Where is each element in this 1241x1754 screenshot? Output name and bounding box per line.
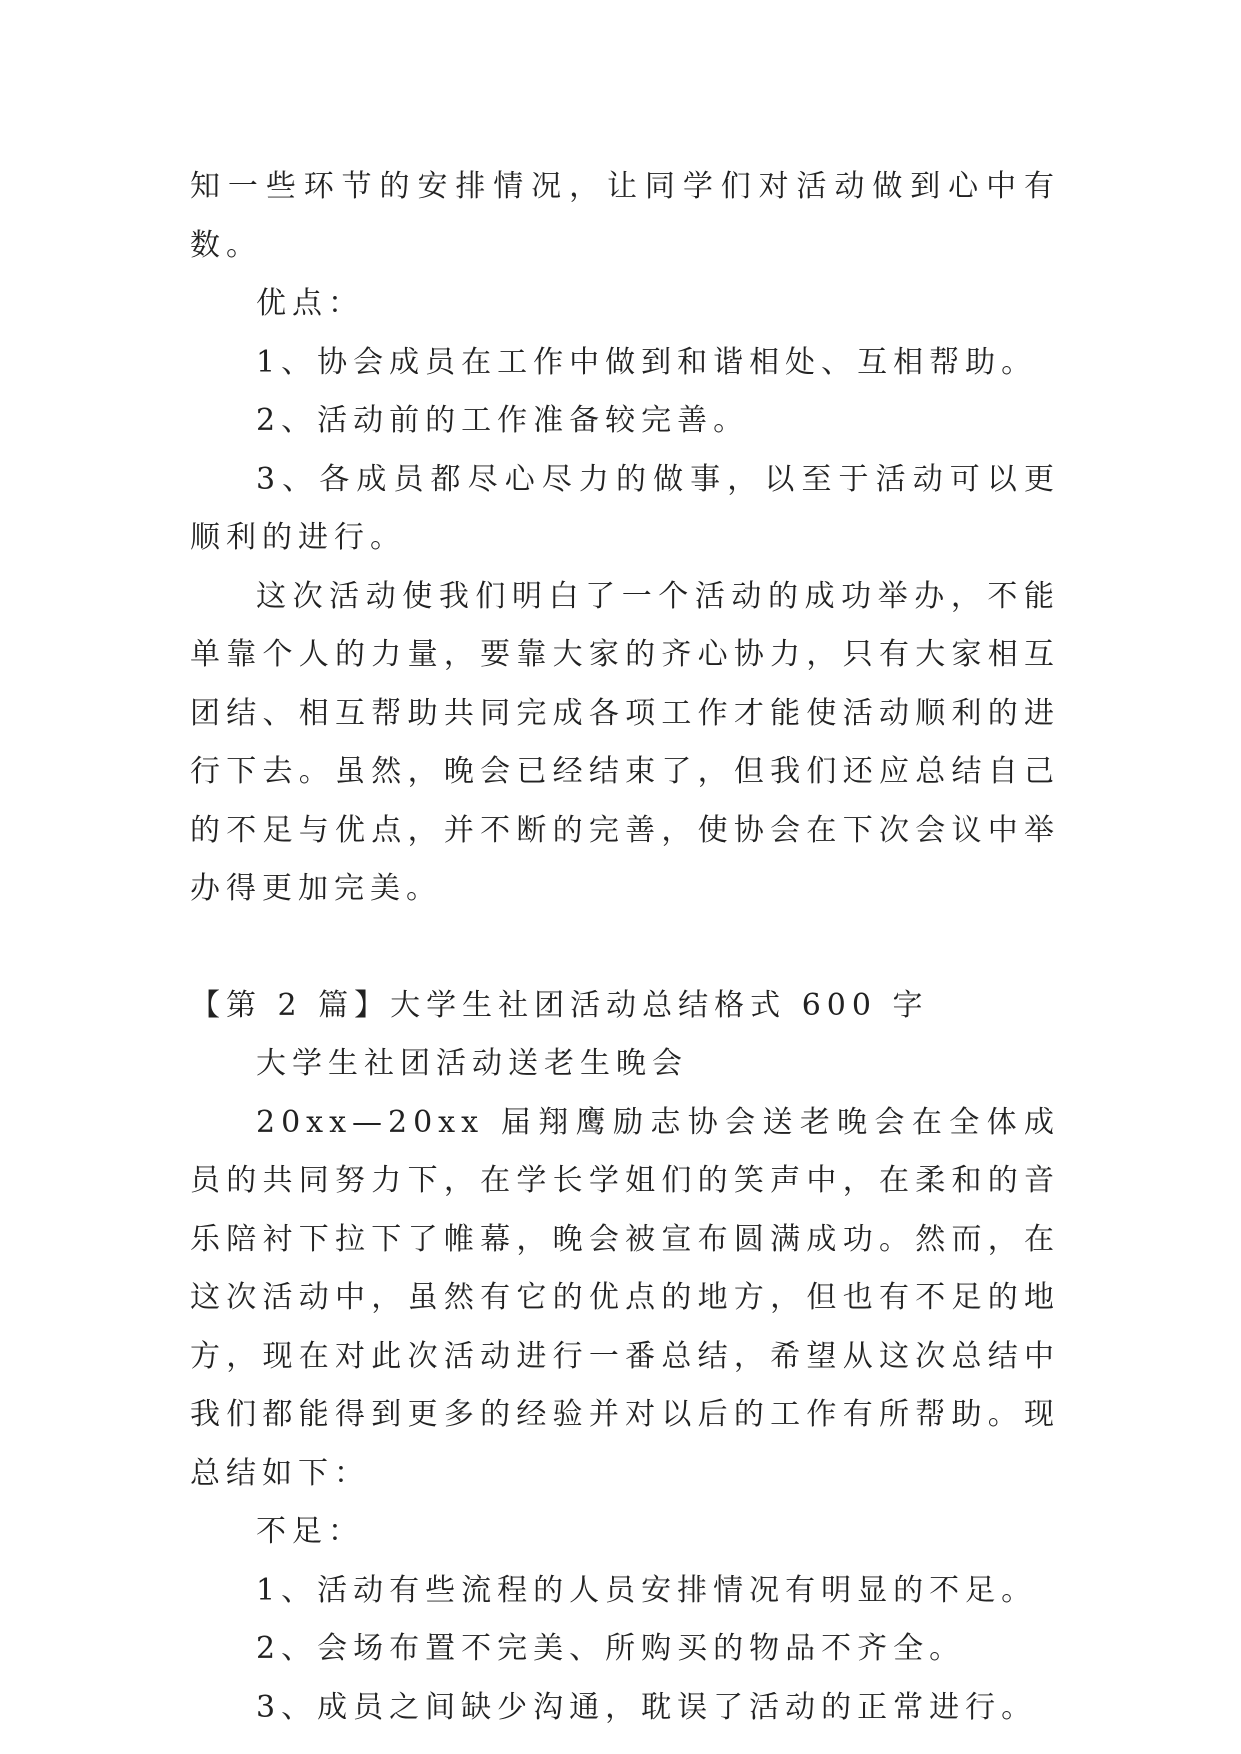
paragraph-conclusion: 这次活动使我们明白了一个活动的成功举办，不能单靠个人的力量，要靠大家的齐心协力，只有大家相互团结、相互帮助共同完成各项工作才能使活动顺利的进行下去。虽然，晚会已经结束了，但我们还应总结自己的不足与优点，并不断的完善，使协会在下次会议中举办得更加完美。 <box>190 578 1060 906</box>
section-gap <box>190 919 1060 977</box>
paragraph-intro: 20xx—20xx 届翔鹰励志协会送老晚会在全体成员的共同努力下，在学长学姐们的笑声中，在柔和的音乐陪衬下拉下了帷幕，晚会被宣布圆满成功。然而，在这次活动中，虽然有它的优点的地方，但也有不足的地方，现在对此次活动进行一番总结，希望从这次总结中我们都能得到更多的经验并对以后的工作有所帮助。现总结如下： <box>190 1104 1060 1491</box>
paragraph-advantage-3: 3、各成员都尽心尽力的做事，以至于活动可以更顺利的进行。 <box>190 461 1060 555</box>
document-body <box>190 158 1060 1737</box>
paragraph-shortcoming-1: 1、活动有些流程的人员安排情况有明显的不足。 <box>256 1572 1038 1608</box>
paragraph-subtitle: 大学生社团活动送老生晚会 <box>256 1046 688 1081</box>
paragraph-continuation: 知一些环节的安排情况，让同学们对活动做到心中有数。 <box>190 169 1060 263</box>
paragraph-shortcomings-label: 不足： <box>256 1514 364 1549</box>
paragraph-advantages-label: 优点： <box>256 286 364 321</box>
paragraph-shortcoming-3: 3、成员之间缺少沟通，耽误了活动的正常进行。 <box>256 1689 1038 1725</box>
section-heading: 【第 2 篇】大学生社团活动总结格式 600 字 <box>190 987 929 1023</box>
paragraph-advantage-2: 2、活动前的工作准备较完善。 <box>256 403 750 438</box>
paragraph-advantage-1: 1、协会成员在工作中做到和谐相处、互相帮助。 <box>256 344 1038 380</box>
paragraph-shortcoming-2: 2、会场布置不完美、所购买的物品不齐全。 <box>256 1631 966 1666</box>
